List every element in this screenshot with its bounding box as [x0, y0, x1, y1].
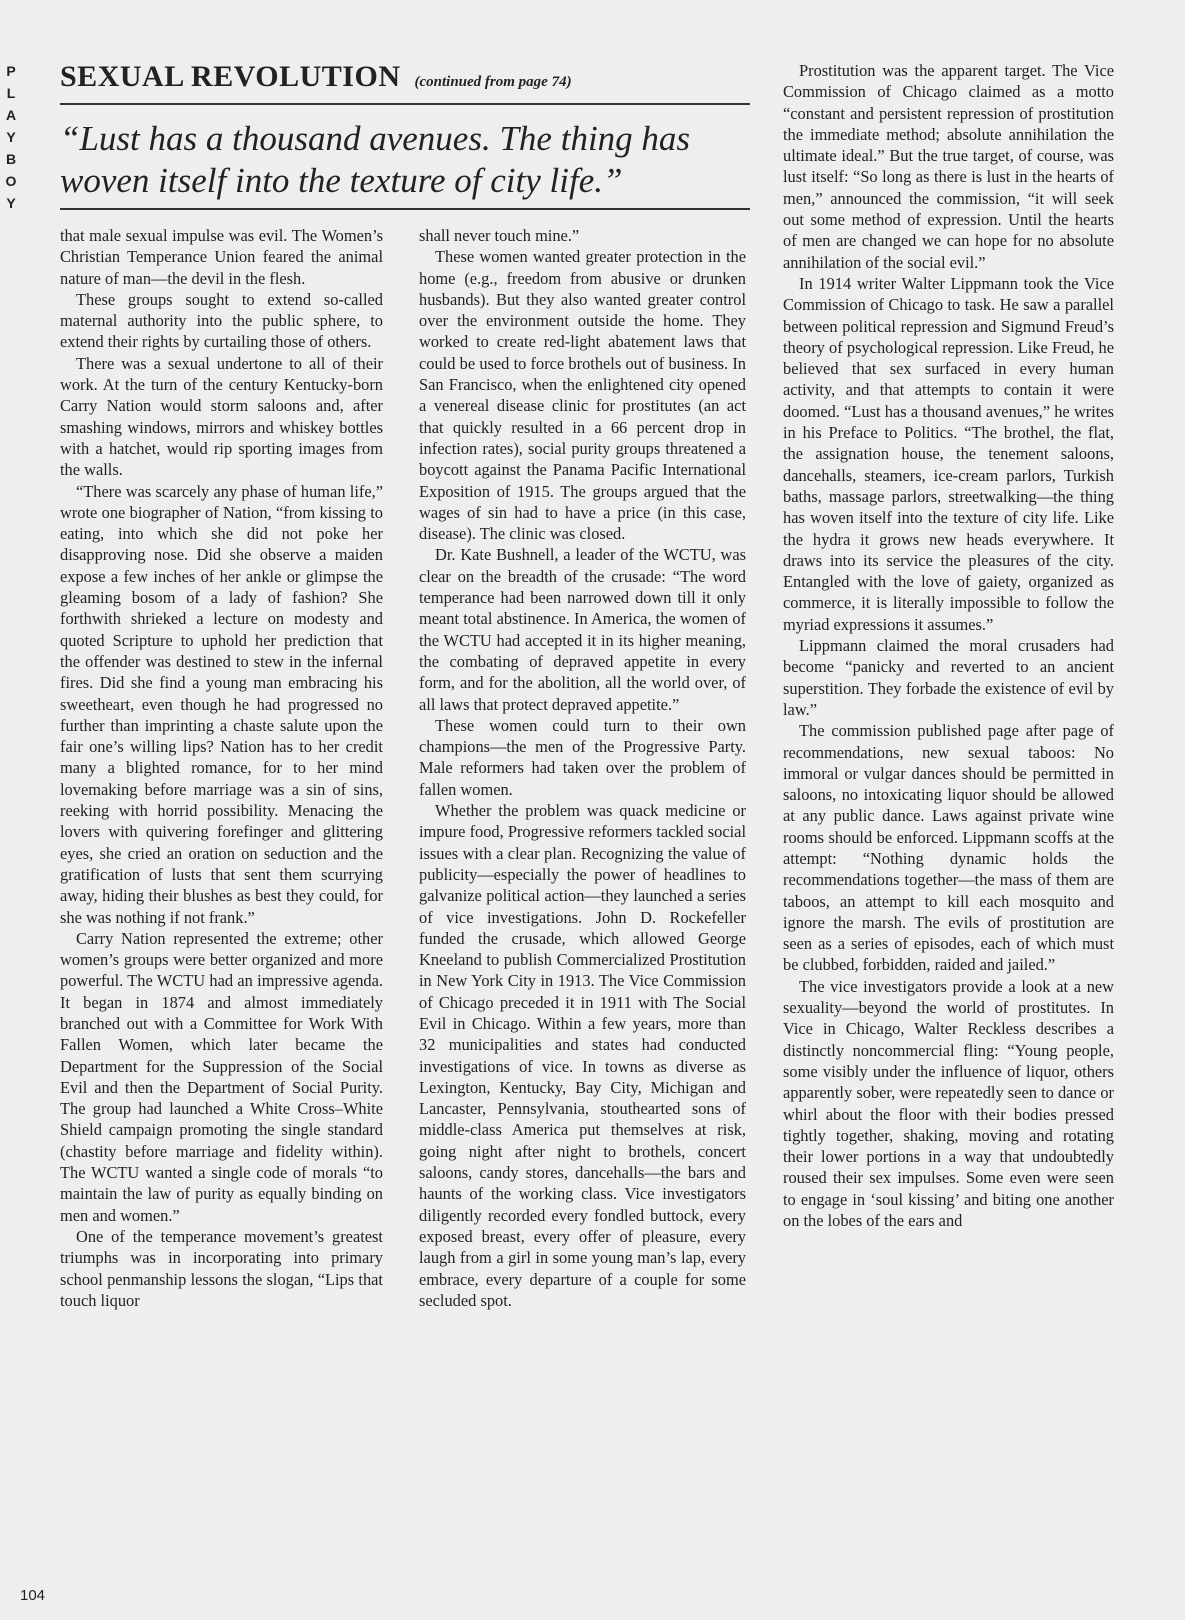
spine-letter: L	[6, 85, 16, 101]
paragraph: The vice investigators provide a look at a new sexuality—beyond the world of prostitutes. In Vice in Chicago, Walter Reckless describes a distinctly noncommercial fling: “Young people, some visibly under the influence of liquor, others apparently sober, were repeatedly seen to dance or whirl about the floor with their bodies pressed tightly together, shaking, moving and rotating their lower portions in a way that undoubtedly roused their sex impulses. Some even were seen to engage in ‘soul kissing’ and biting one another on the lobes of the ears and	[783, 976, 1114, 1231]
paragraph: The commission published page after page of recommendations, new sexual taboos: No immoral or vulgar dances should be permitted in saloons, no intoxicating liquor should be allowed at any public dance. Laws against private wine rooms should be enforced. Lippmann scoffs at the attempt: “Nothing dynamic holds the recommendations together—the mass of them are taboos, an attempt to kill each mosquito and ignore the marsh. The evils of prostitution are seen as a series of episodes, each of which must be clubbed, forbidden, raided and jailed.”	[783, 721, 1114, 975]
paragraph: shall never touch mine.”	[419, 226, 580, 245]
header-rule-top	[60, 103, 750, 105]
spine-letter: Y	[6, 195, 16, 211]
continued-note: (continued from page 74)	[414, 74, 572, 90]
section-title	[60, 60, 750, 99]
paragraph: that male sexual impulse was evil. The Women’s Christian Temperance Union feared the animal nature of man—the devil in the flesh.	[60, 226, 383, 288]
paragraph: In 1914 writer Walter Lippmann took the Vice Commission of Chicago to task. He saw a parallel between political repression and Sigmund Freud’s theory of psychological repression. Like Freud, he believed that sex surfaced in every human activity, and that attempts to contain it were doomed. “Lust has a thousand avenues,” he writes in his Preface to Politics. “The brothel, the flat, the assignation house, the tenement saloons, dancehalls, steamers, ice-cream parlors, Turkish baths, massage parlors, streetwalking—the thing has woven itself into the texture of city life. Like the hydra it grows new heads everywhere. It draws into its service the pleasures of the city. Entangled with the love of gaiety, organized as commerce, it is literally impossible to follow the myriad expressions it assumes.”	[783, 273, 1114, 634]
paragraph: Whether the problem was quack medicine or impure food, Progressive reformers tackled social issues with a clear plan. Recognizing the value of publicity—especially the power of headlines to galvanize political action—they launched a series of vice investigations. John D. Rockefeller funded the crusade, which allowed George Kneeland to publish Commercialized Prostitution in New York City in 1913. The Vice Commission of Chicago preceded it in 1911 with The Social Evil in Chicago. Within a few years, more than 32 municipalities and states had conducted investigations of vice. In towns as diverse as Lexington, Kentucky, Bay City, Michigan and Lancaster, Pennsylvania, stouthearted sons of middle-class America put themselves at risk, going night after night to brothels, concert saloons, candy stores, dancehalls—the bars and haunts of the working class. Vice investigators diligently recorded every fondled buttock, every exposed breast, every offer of pleasure, every laugh from a girl in some young man’s lap, every embrace, every departure of a couple for some secluded spot.	[419, 801, 746, 1310]
spine-letter: P	[6, 63, 16, 79]
paragraph: Prostitution was the apparent target. The Vice Commission of Chicago claimed as a motto “constant and persistent repression of prostitution the immediate method; absolute annihilation the ultimate ideal.” But the true target, of course, was lust itself: “So long as there is lust in the hearts of men,” announced the commission, “it will seek out some method of expression. Until the hearts of men are changed we can hope for no absolute annihilation of the social evil.”	[783, 61, 1114, 272]
paragraph: These women wanted greater protection in the home (e.g., freedom from abusive or drunken husbands). But they also wanted greater control over the environment outside the home. They worked to create red-light abatement laws that could be used to force brothels out of business. In San Francisco, when the enlightened city opened a venereal disease clinic for prostitutes (an act that quickly resulted in a 66 percent drop in infection rates), social purity groups threatened a boycott against the Panama Pacific International Exposition of 1915. The groups argued that the wages of sin had to have a price (in this case, disease). The clinic was closed.	[419, 247, 746, 544]
paragraph: These groups sought to extend so-called maternal authority into the public sphere, to extend their rights by curtailing those of others.	[60, 289, 383, 352]
pull-quote: “Lust has a thousand avenues. The thing has woven itself into the texture of city life.”	[60, 119, 691, 200]
magazine-spine-label	[2, 60, 20, 214]
article-header	[60, 60, 750, 99]
paragraph: Carry Nation represented the extreme; other women’s groups were better organized and more powerful. The WCTU had an impressive agenda. It began in 1874 and almost immediately branched out with a Committee for Work With Fallen Women, which later became the Department for the Suppression of the Social Evil and then the Department of Social Purity. The group had launched a White Cross–White Shield campaign promoting the single standard (chastity before marriage and fidelity within). The WCTU wanted a single code of morals “to maintain the law of purity as equally binding on men and women.”	[60, 928, 383, 1225]
spine-letter: A	[5, 107, 17, 123]
header-rule-bottom	[60, 208, 750, 210]
column-2	[419, 225, 746, 1311]
spine-letter: O	[5, 173, 17, 189]
column-1	[60, 225, 383, 1311]
paragraph: These women could turn to their own champions—the men of the Progressive Party. Male reformers had taken over the problem of fallen women.	[419, 715, 746, 799]
spine-letter: Y	[6, 129, 16, 145]
page-number: 104	[20, 1587, 46, 1604]
section-title-text: SEXUAL REVOLUTION	[60, 60, 401, 93]
paragraph: Dr. Kate Bushnell, a leader of the WCTU, was clear on the breadth of the crusade: “The word temperance had been narrowed down till it only meant total abstinence. In America, the women of the WCTU had accepted it in its higher meaning, the combating of depraved appetite in every form, and for the abolition, all the world over, of all laws that protect depraved appetite.”	[419, 545, 746, 714]
paragraph: Lippmann claimed the moral crusaders had become “panicky and reverted to an ancient superstition. They forbade the existence of evil by law.”	[783, 636, 1114, 719]
paragraph: There was a sexual undertone to all of their work. At the turn of the century Kentucky-born Carry Nation would storm saloons and, after smashing windows, mirrors and whiskey bottles with a hatchet, would rip sporting images from the walls.	[60, 353, 383, 480]
column-3	[783, 60, 1114, 1231]
paragraph: “There was scarcely any phase of human life,” wrote one biographer of Nation, “from kissing to eating, into which she did not poke her disapproving nose. Did she observe a maiden expose a few inches of her ankle or glimpse the gleaming bosom of a lady of fashion? She forthwith shrieked a lecture on modesty and quoted Scripture to uphold her prediction that the offender was destined to stew in the infernal fires. Did she find a young man embracing his sweetheart, even though he had progressed no further than imprinting a chaste salute upon the fair one’s willing lips? Nation has to her credit many a blighted romance, for to her mind lovemaking before marriage was a sin of sins, reeking with horrid possibility. Menacing the lovers with quivering forefinger and glittering eyes, she cried an oration on seduction and the gratification of lusts that sent them scurrying away, hiding their blushes as best they could, for she was nothing if not frank.”	[60, 481, 383, 927]
paragraph: One of the temperance movement’s greatest triumphs was in incorporating into primary school penmanship lessons the slogan, “Lips that touch liquor	[60, 1226, 383, 1310]
spine-letter: B	[5, 151, 17, 167]
